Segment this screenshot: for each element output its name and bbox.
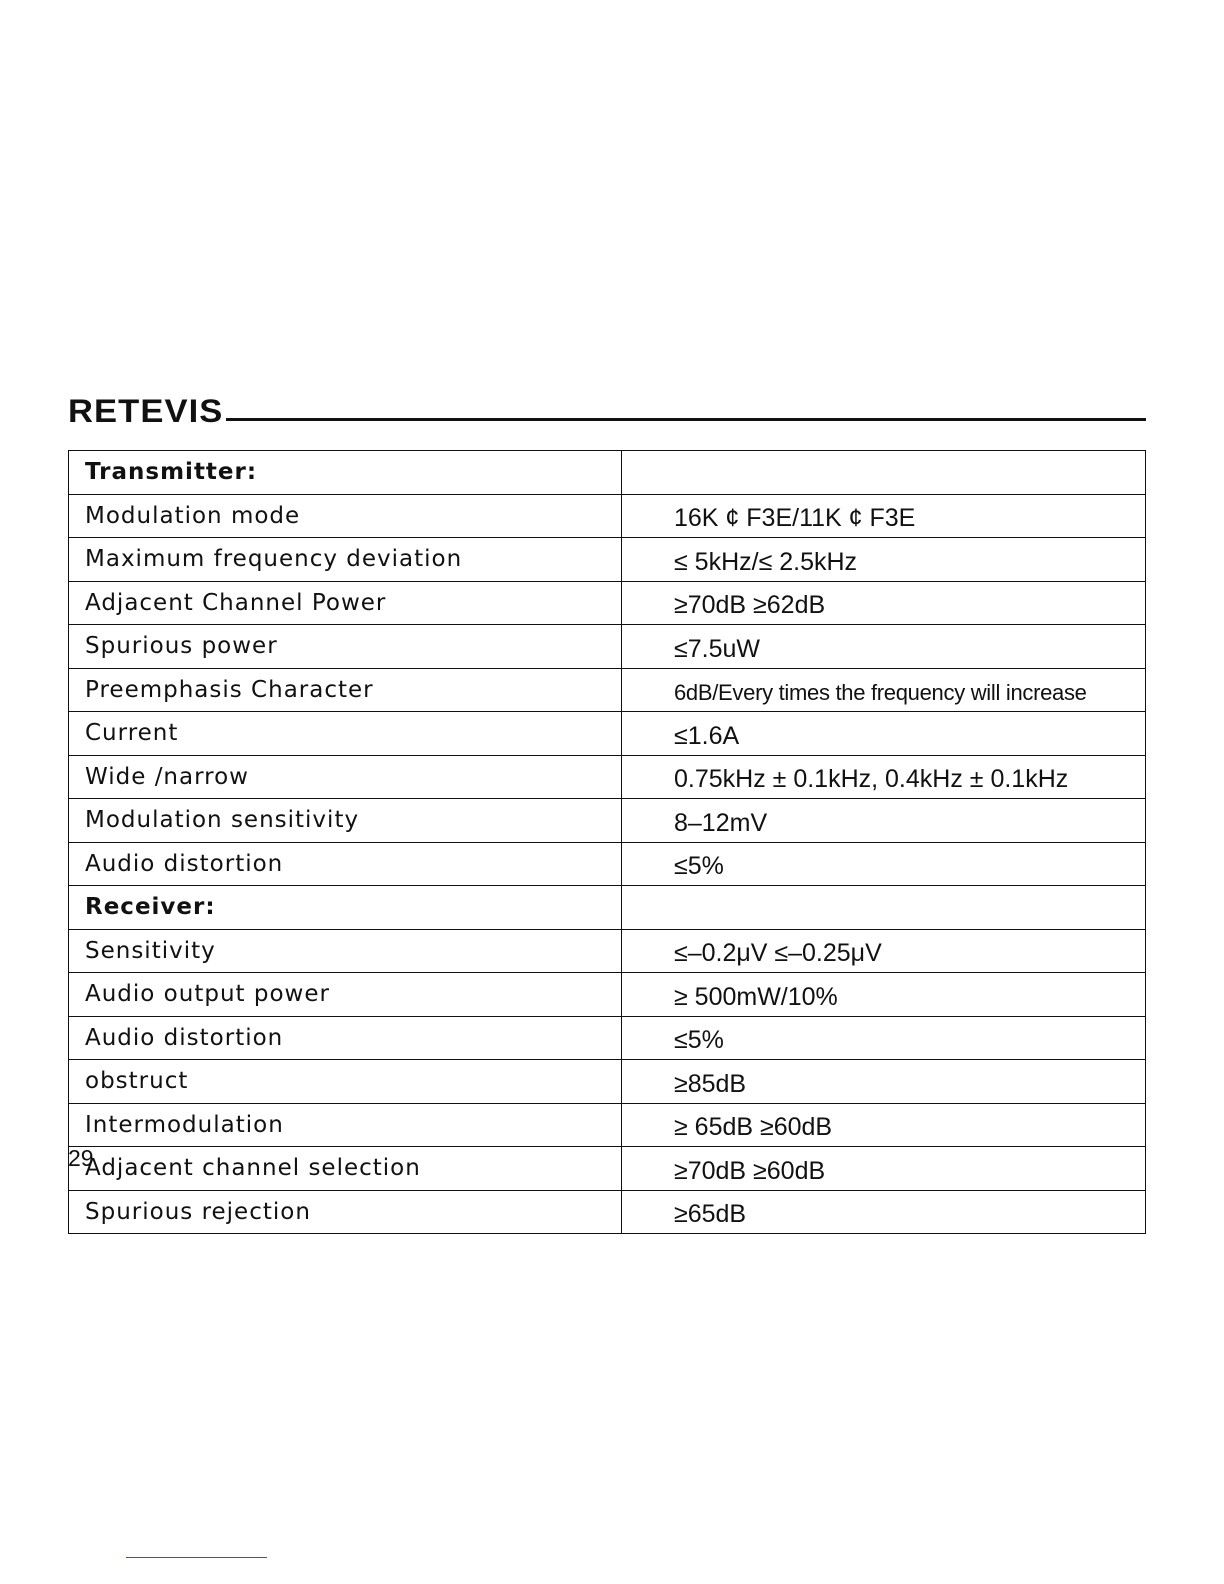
value-cell: ≤5%	[622, 1016, 1146, 1060]
param-cell: Audio distortion	[69, 1016, 622, 1060]
param-cell: Audio output power	[69, 973, 622, 1017]
param-cell: Modulation mode	[69, 494, 622, 538]
param-cell: Modulation sensitivity	[69, 799, 622, 843]
value-cell: 16K ¢ F3E/11K ¢ F3E	[622, 494, 1146, 538]
param-cell: Wide /narrow	[69, 755, 622, 799]
table-row	[69, 712, 1146, 756]
value-cell: ≥65dB	[622, 1190, 1146, 1234]
value-cell	[622, 451, 1146, 495]
table-row	[69, 799, 1146, 843]
table-row	[69, 668, 1146, 712]
param-cell: Intermodulation	[69, 1103, 622, 1147]
table-row	[69, 581, 1146, 625]
table-row	[69, 1060, 1146, 1104]
value-cell: ≤5%	[622, 842, 1146, 886]
value-cell: ≥70dB ≥62dB	[622, 581, 1146, 625]
param-cell: Spurious rejection	[69, 1190, 622, 1234]
param-cell: Adjacent channel selection	[69, 1147, 622, 1191]
table-row	[69, 538, 1146, 582]
value-cell: ≥ 65dB ≥60dB	[622, 1103, 1146, 1147]
table-row	[69, 451, 1146, 495]
table-row	[69, 625, 1146, 669]
table-row	[69, 755, 1146, 799]
param-cell: Preemphasis Character	[69, 668, 622, 712]
param-cell: obstruct	[69, 1060, 622, 1104]
param-cell: Maximum frequency deviation	[69, 538, 622, 582]
param-cell: Spurious power	[69, 625, 622, 669]
bottom-link-underline[interactable]	[126, 1557, 267, 1558]
value-cell: ≤–0.2μV ≤–0.25μV	[622, 929, 1146, 973]
value-cell	[622, 886, 1146, 930]
page-number: 29	[68, 1145, 94, 1171]
param-cell: Adjacent Channel Power	[69, 581, 622, 625]
table-row	[69, 1103, 1146, 1147]
param-cell: Sensitivity	[69, 929, 622, 973]
value-cell: ≤7.5uW	[622, 625, 1146, 669]
table-row	[69, 886, 1146, 930]
section-heading-receiver: Receiver:	[69, 886, 622, 930]
table-row	[69, 1190, 1146, 1234]
value-cell: ≤ 5kHz/≤ 2.5kHz	[622, 538, 1146, 582]
table-row	[69, 1147, 1146, 1191]
value-cell: ≥85dB	[622, 1060, 1146, 1104]
value-cell: ≤1.6A	[622, 712, 1146, 756]
table-row	[69, 973, 1146, 1017]
value-cell: 6dB/Every times the frequency will increase	[622, 668, 1146, 712]
value-cell: 0.75kHz ± 0.1kHz, 0.4kHz ± 0.1kHz	[622, 755, 1146, 799]
brand-logo: RETEVIS	[68, 393, 224, 429]
table-row	[69, 1016, 1146, 1060]
param-cell: Audio distortion	[69, 842, 622, 886]
table-row	[69, 842, 1146, 886]
header-rule	[226, 418, 1146, 421]
section-heading-transmitter: Transmitter:	[69, 451, 622, 495]
specification-table	[68, 450, 1146, 1234]
value-cell: ≥70dB ≥60dB	[622, 1147, 1146, 1191]
table-row	[69, 494, 1146, 538]
table-row	[69, 929, 1146, 973]
value-cell: ≥ 500mW/10%	[622, 973, 1146, 1017]
param-cell: Current	[69, 712, 622, 756]
value-cell: 8–12mV	[622, 799, 1146, 843]
